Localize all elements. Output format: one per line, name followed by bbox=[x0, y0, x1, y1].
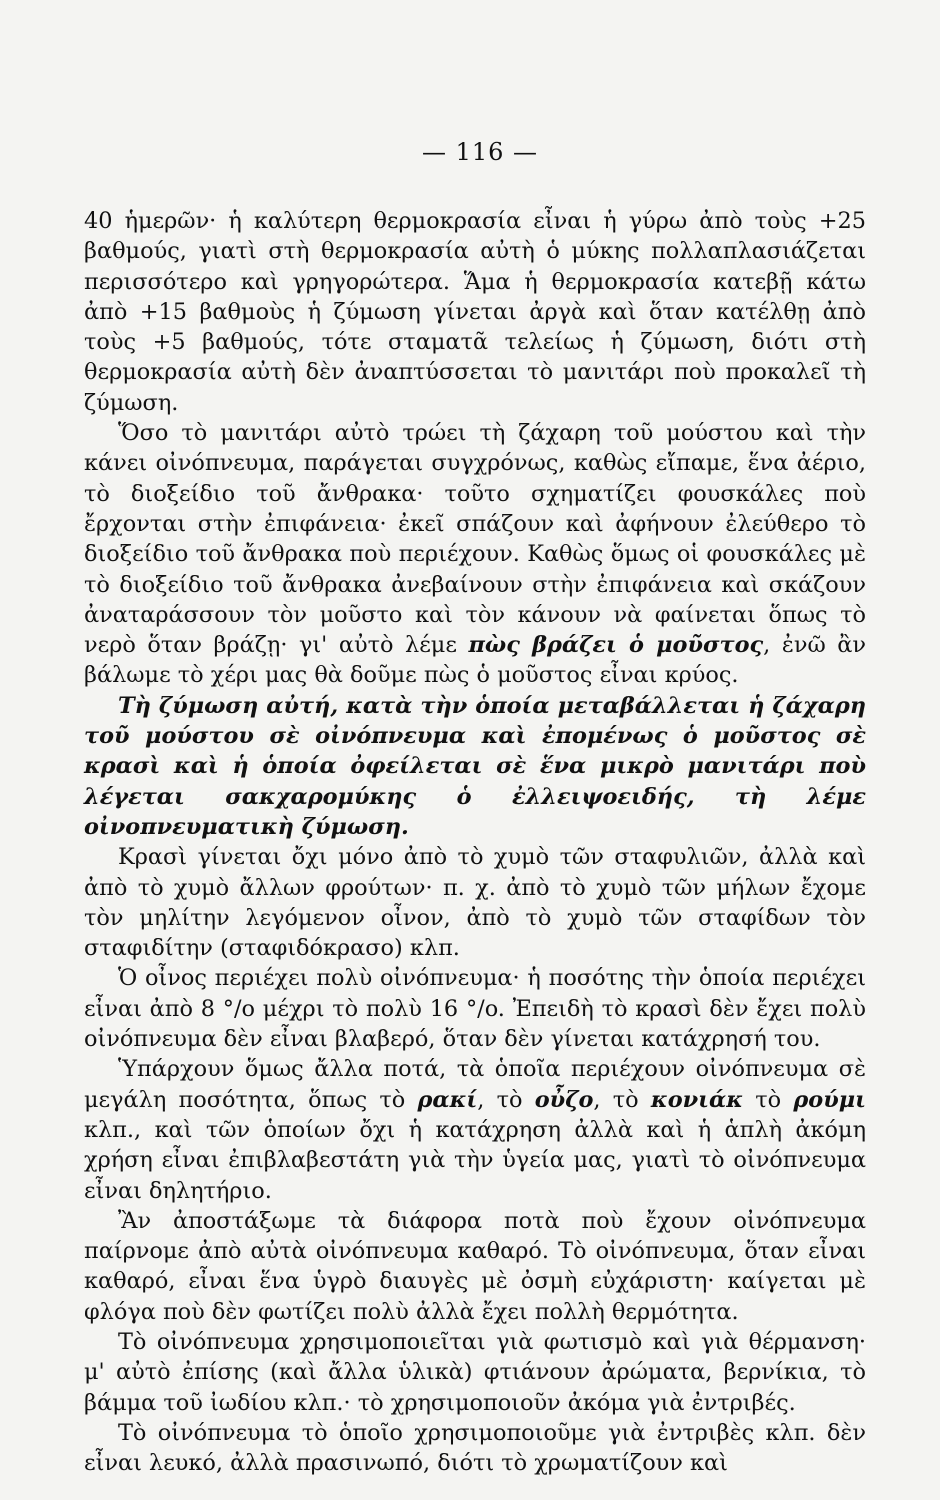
paragraph-5: Ὁ οἶνος περιέχει πολὺ οἰνόπνευμα· ἡ ποσότης τὴν ὁποία περιέχει εἶναι ἀπὸ 8 °/o μέχρι τὸ πολὺ 16 °/o. Ἐπειδὴ τὸ κρασὶ δὲν ἔχει πολὺ οἰνόπνευμα δὲν εἶναι βλαβερό, ὅταν δὲν γίνεται κατάχρησή του. bbox=[84, 965, 866, 1053]
paragraph-2-text-b: , ἐνῶ ἂν βάλωμε τὸ χέρι μας θὰ δοῦμε πὼς ὁ μοῦστος εἶναι κρύος. bbox=[84, 632, 867, 689]
paragraph-7: Ἂν ἀποστάξωμε τὰ διάφορα ποτὰ ποὺ ἔχουν οἰνόπνευμα παίρνομε ἀπὸ αὐτὰ οἰνόπνευμα καθαρό. Τὸ οἰνόπνευμα, ὅταν εἶναι καθαρό, εἶναι ἕνα ὑγρὸ διαυγὲς μὲ ὀσμὴ εὐχάριστη· καίγεται μὲ φλόγα ποὺ δὲν φωτίζει πολὺ ἀλλὰ ἔχει πολλὴ θερμότητα. bbox=[84, 1207, 866, 1325]
paragraph-3-definition: Τὴ ζύμωση αὐτή, κατὰ τὴν ὁποία μεταβάλλεται ἡ ζάχαρη τοῦ μούστου σὲ οἰνόπνευμα καὶ ἐπομένως ὁ μοῦστος σὲ κρασὶ καὶ ἡ ὁποία ὀφείλεται σὲ ἕνα μικρὸ μανιτάρι ποὺ λέγεται σακχαρομύκης ὁ ἐλλειψοειδής, τὴ λέμε οἰνοπνευματικὴ ζύμωση. bbox=[84, 692, 866, 840]
body-text bbox=[84, 206, 866, 1478]
drink-ouzo: οὖζο bbox=[534, 1086, 594, 1113]
paragraph-4: Κρασὶ γίνεται ὄχι μόνο ἀπὸ τὸ χυμὸ τῶν σταφυλιῶν, ἀλλὰ καὶ ἀπὸ τὸ χυμὸ ἄλλων φρούτων· π. χ. ἀπὸ τὸ χυμὸ τῶν μήλων ἔχομε τὸν μηλίτην λεγόμενον οἶνον, ἀπὸ τὸ χυμὸ τῶν σταφίδων τὸν σταφιδίτην (σταφιδόκρασο) κλπ. bbox=[84, 844, 866, 962]
paragraph-2 bbox=[84, 418, 866, 691]
paragraph-6-text-b: , τὸ bbox=[477, 1086, 535, 1113]
drink-cognac: κονιάκ bbox=[650, 1086, 744, 1113]
paragraph-6 bbox=[84, 1054, 866, 1205]
paragraph-6-text-d: τὸ bbox=[743, 1086, 794, 1113]
paragraph-6-text-a: Ὑπάρχουν ὅμως ἄλλα ποτά, τὰ ὁποῖα περιέχουν οἰνόπνευμα σὲ μεγάλη ποσότητα, ὅπως τὸ bbox=[84, 1056, 866, 1113]
drink-raki: ρακί bbox=[417, 1086, 478, 1113]
paragraph-6-text-c: , τὸ bbox=[593, 1086, 651, 1113]
paragraph-1: 40 ἡμερῶν· ἡ καλύτερη θερμοκρασία εἶναι ἡ γύρω ἀπὸ τοὺς +25 βαθμούς, γιατὶ στὴ θερμοκρασία αὐτὴ ὁ μύκης πολλαπλασιάζεται περισσότερο καὶ γρηγορώτερα. Ἅμα ἡ θερμοκρασία κατεβῇ κάτω ἀπὸ +15 βαθμοὺς ἡ ζύμωση γίνεται ἀργὰ καὶ ὅταν κατέλθῃ ἀπὸ τοὺς +5 βαθμούς, τότε σταματᾶ τελείως ἡ ζύμωση, διότι στὴ θερμοκρασία αὐτὴ δὲν ἀναπτύσσεται τὸ μανιτάρι ποὺ προκαλεῖ τὴ ζύμωση. bbox=[84, 208, 866, 416]
paragraph-2-emphasis: πὼς βράζει ὁ μοῦστος bbox=[468, 632, 764, 659]
paragraph-2-text-a: Ὅσο τὸ μανιτάρι αὐτὸ τρώει τὴ ζάχαρη τοῦ μούστου καὶ τὴν κάνει οἰνόπνευμα, παράγεται συγχρόνως, καθὼς εἴπαμε, ἕνα ἀέριο, τὸ διοξείδιο τοῦ ἄνθρακα· τοῦτο σχηματίζει φουσκάλες ποὺ ἔρχονται στὴν ἐπιφάνεια· ἐκεῖ σπάζουν καὶ ἀφήνουν ἐλεύθερο τὸ διοξείδιο τοῦ ἄνθρακα ποὺ περιέχουν. Καθὼς ὅμως οἱ φουσκάλες μὲ τὸ διοξείδιο τοῦ ἄνθρακα ἀνεβαίνουν στὴν ἐπιφάνεια καὶ σκάζουν ἀναταράσσουν τὸν μοῦστο καὶ τὸν κάνουν νὰ φαίνεται ὅπως τὸ νερὸ ὅταν βράζῃ· γι' αὐτὸ λέμε bbox=[84, 420, 866, 659]
paragraph-9: Τὸ οἰνόπνευμα τὸ ὁποῖο χρησιμοποιοῦμε γιὰ ἐντριβὲς κλπ. δὲν εἶναι λευκό, ἀλλὰ πρασινωπό, διότι τὸ χρωματίζουν καὶ bbox=[84, 1419, 866, 1477]
page-number: — 116 — bbox=[421, 138, 539, 166]
paragraph-8: Τὸ οἰνόπνευμα χρησιμοποιεῖται γιὰ φωτισμὸ καὶ γιὰ θέρμανση· μ' αὐτὸ ἐπίσης (καὶ ἄλλα ὑλικὰ) φτιάνουν ἀρώματα, βερνίκια, τὸ βάμμα τοῦ ἰωδίου κλπ.· τὸ χρησιμοποιοῦν ἀκόμα γιὰ ἐντριβές. bbox=[84, 1328, 866, 1416]
drink-rum: ρούμι bbox=[793, 1086, 866, 1113]
paragraph-6-text-e: κλπ., καὶ τῶν ὁποίων ὄχι ἡ κατάχρηση ἀλλὰ καὶ ἡ ἁπλὴ ἀκόμη χρήση εἶναι ἐπιβλαβεστάτη γιὰ τὴν ὑγεία μας, γιατὶ τὸ οἰνόπνευμα εἶναι δηλητήριο. bbox=[84, 1116, 866, 1204]
